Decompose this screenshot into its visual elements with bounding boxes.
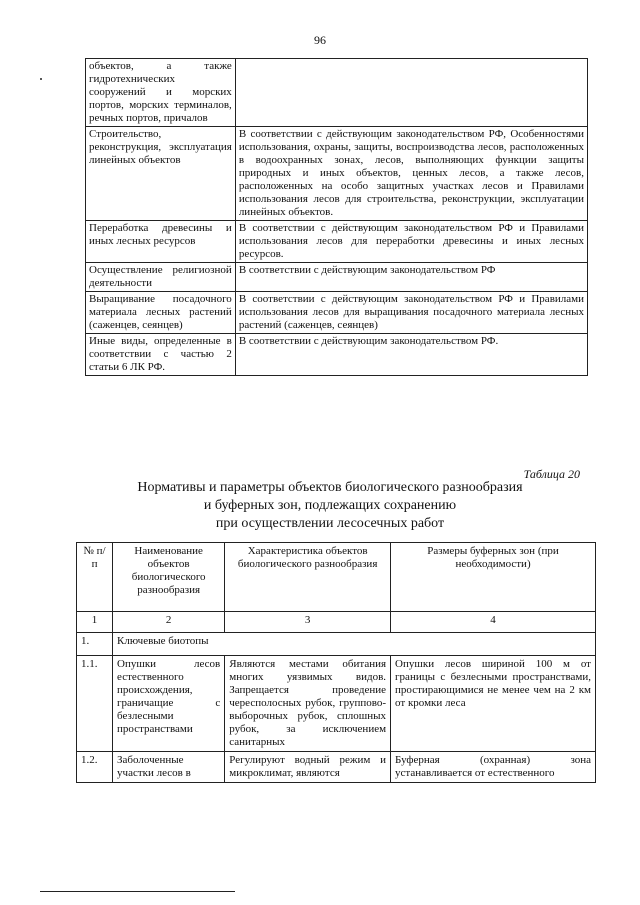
buffer-cell: Буферная (охранная) зона устанавливается от естественного — [391, 752, 596, 783]
header-cell-characteristic: Характеристика объектов биологического разнообразия — [225, 543, 391, 612]
activity-table — [85, 58, 588, 376]
description-cell: В соответствии с действующим законодательством РФ, Особенностями использования, охраны, защиты, воспроизводства лесов, расположенных в водоохранных зонах, лесов, выполняющих функции защиты природных и иных объектов, ценных лесов, а также лесов, расположенных на особо защитных участках лесов и Правилами использования лесов для строительства, реконструкции, эксплуатации линейных объектов. — [235, 127, 587, 221]
description-cell — [235, 59, 587, 127]
column-number: 4 — [391, 612, 596, 633]
table-row — [86, 292, 588, 334]
header-cell-name: Наименование объектов биологического разнообразия — [113, 543, 225, 612]
footnote-divider — [40, 891, 235, 892]
table-label: Таблица 20 — [523, 467, 580, 481]
description-cell: В соответствии с действующим законодательством РФ и Правилами использования лесов для переработки древесины и иных лесных ресурсов. — [235, 221, 587, 263]
object-name-cell: Опушки лесов естественного происхождения, граничащие с безлесными пространствами — [113, 656, 225, 752]
description-cell: В соответствии с действующим законодательством РФ — [235, 263, 587, 292]
object-name-cell: Заболоченные участки лесов в — [113, 752, 225, 783]
activity-cell: Строительство, реконструкция, эксплуатация линейных объектов — [86, 127, 236, 221]
table-row — [77, 656, 596, 752]
table-row — [86, 59, 588, 127]
scan-speck — [40, 78, 42, 80]
activity-cell: Выращивание посадочного материала лесных растений (саженцев, сеянцев) — [86, 292, 236, 334]
column-number-row — [77, 612, 596, 633]
table-row — [77, 752, 596, 783]
table-row — [86, 334, 588, 376]
activity-cell: объектов, а также гидротехнических сооружений и морских портов, морских терминалов, речных портов, причалов — [86, 59, 236, 127]
column-number: 3 — [225, 612, 391, 633]
activity-cell: Переработка древесины и иных лесных ресурсов — [86, 221, 236, 263]
section-name: Ключевые биотопы — [113, 633, 596, 656]
buffer-cell: Опушки лесов шириной 100 м от границы с безлесными пространствами, простирающимися не менее чем на 2 км от кромки леса — [391, 656, 596, 752]
header-cell-number: № п/п — [77, 543, 113, 612]
column-number: 1 — [77, 612, 113, 633]
header-cell-buffer: Размеры буферных зон (при необходимости) — [391, 543, 596, 612]
activity-cell: Осуществление религиозной деятельности — [86, 263, 236, 292]
row-number: 1.1. — [77, 656, 113, 752]
section-number: 1. — [77, 633, 113, 656]
table-title-line: при осуществлении лесосечных работ — [215, 516, 445, 531]
page-number: 96 — [314, 33, 326, 47]
biodiversity-table — [76, 542, 596, 783]
table-title-line: Нормативы и параметры объектов биологического разнообразия — [137, 480, 523, 495]
table-row — [86, 127, 588, 221]
table-title-line: и буферных зон, подлежащих сохранению — [203, 498, 457, 513]
characteristic-cell: Регулируют водный режим и микроклимат, являются — [225, 752, 391, 783]
column-number: 2 — [113, 612, 225, 633]
description-cell: В соответствии с действующим законодательством РФ и Правилами использования лесов для выращивания посадочного материала лесных растений (саженцев, сеянцев) — [235, 292, 587, 334]
description-cell: В соответствии с действующим законодательством РФ. — [235, 334, 587, 376]
characteristic-cell: Являются местами обитания многих уязвимых видов. Запрещается проведение чересполосных рубок, группово-выборочных рубок, сплошных рубок, за исключением санитарных — [225, 656, 391, 752]
table-title — [0, 479, 640, 533]
table-row — [86, 221, 588, 263]
table-row — [86, 263, 588, 292]
header-row — [77, 543, 596, 612]
activity-cell: Иные виды, определенные в соответствии с частью 2 статьи 6 ЛК РФ. — [86, 334, 236, 376]
row-number: 1.2. — [77, 752, 113, 783]
section-row — [77, 633, 596, 656]
